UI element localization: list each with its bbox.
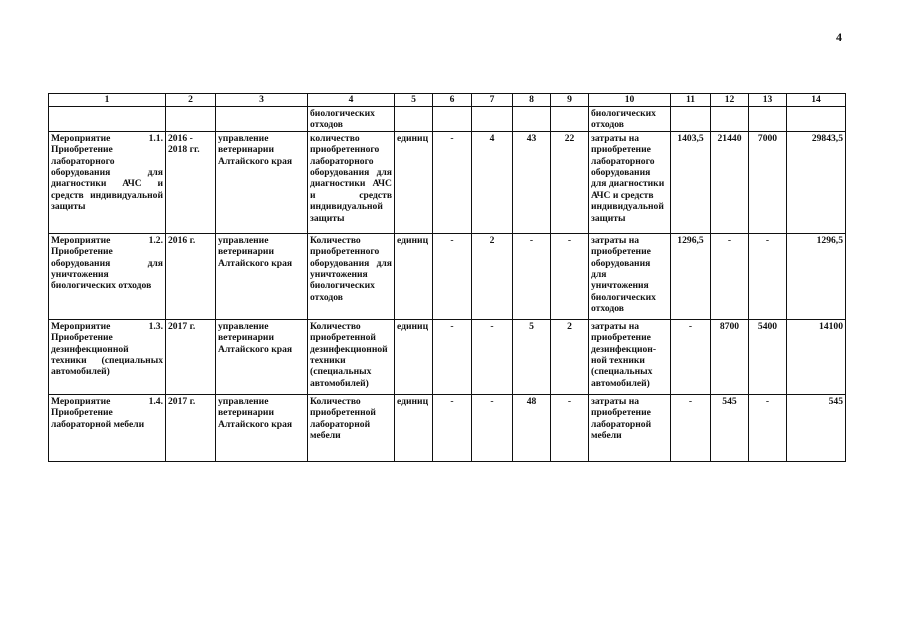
column-number-8: 8 — [513, 94, 551, 107]
table-cell — [472, 319, 513, 394]
table-cell — [308, 233, 395, 319]
table-cell — [787, 233, 846, 319]
table-cell — [551, 131, 589, 233]
continuation-cell — [589, 107, 671, 132]
column-number-13: 13 — [749, 94, 787, 107]
continuation-cell — [433, 107, 472, 132]
table-cell — [671, 319, 711, 394]
table-cell — [513, 131, 551, 233]
cell-text: 5 — [529, 320, 534, 332]
table-cell — [513, 233, 551, 319]
cell-text: - — [450, 234, 454, 246]
cell-text: Мероприятие 1.3. Приобретение дезинфекционной техники (специальных автомобилей) — [51, 320, 163, 378]
cell-text: биологических отходов — [310, 108, 375, 131]
table-cell — [49, 131, 166, 233]
cell-text: - — [688, 320, 693, 332]
table-cell — [711, 319, 749, 394]
table-cell — [749, 131, 787, 233]
table-cell — [749, 394, 787, 461]
table-cell — [671, 233, 711, 319]
table-cell — [433, 233, 472, 319]
cell-text: 1403,5 — [677, 132, 704, 144]
cell-text: 5400 — [757, 320, 778, 332]
table-row — [49, 319, 846, 394]
table-cell — [433, 131, 472, 233]
cell-text: биологических отходов — [591, 108, 656, 131]
cell-text: - — [567, 395, 572, 407]
cell-text: Мероприятие 1.4. Приобретение лабораторной мебели — [51, 395, 163, 430]
cell-text: - — [450, 320, 454, 332]
continuation-cell — [216, 107, 308, 132]
table-row — [49, 233, 846, 319]
table-cell — [395, 319, 433, 394]
cell-text: 21440 — [717, 132, 742, 144]
table-cell — [216, 319, 308, 394]
continuation-cell — [513, 107, 551, 132]
continuation-cell — [395, 107, 433, 132]
cell-text: 7000 — [757, 132, 778, 144]
column-number-14: 14 — [787, 94, 846, 107]
table-cell — [551, 319, 589, 394]
table-cell — [216, 394, 308, 461]
cell-text: единиц — [397, 234, 429, 246]
table-cell — [749, 319, 787, 394]
continuation-cell — [711, 107, 749, 132]
cell-text: управление ветеринарии Алтайского края — [218, 320, 293, 355]
table-continuation-row — [49, 107, 846, 132]
table-cell — [551, 394, 589, 461]
table-cell — [513, 319, 551, 394]
cell-text: 48 — [526, 395, 537, 407]
table-cell — [308, 394, 395, 461]
column-number-1: 1 — [49, 94, 166, 107]
cell-text: затраты на приобретение лабораторной мебели — [591, 395, 652, 442]
column-number-6: 6 — [433, 94, 472, 107]
table-cell — [749, 233, 787, 319]
cell-text: Количество приобретенной лабораторной мебели — [310, 395, 376, 442]
cell-text: затраты на приобретение лабораторного оборудования для диагностики АЧС и средств индивидуальной защиты — [591, 132, 665, 224]
table-row — [49, 394, 846, 461]
table-cell — [589, 319, 671, 394]
cell-text: 2 — [567, 320, 572, 332]
table-cell — [671, 394, 711, 461]
table-cell — [787, 319, 846, 394]
cell-text: 2016 - 2018 гг. — [168, 132, 200, 156]
cell-text: 4 — [489, 132, 495, 144]
column-number-9: 9 — [551, 94, 589, 107]
cell-text: 545 — [828, 395, 843, 407]
column-number-12: 12 — [711, 94, 749, 107]
cell-text: - — [688, 395, 693, 407]
column-number-11: 11 — [671, 94, 711, 107]
table-cell — [472, 131, 513, 233]
cell-text: Мероприятие 1.1. Приобретение лабораторного оборудования для диагностики АЧС и средств индивидуальной защиты — [51, 132, 163, 213]
table-cell — [433, 319, 472, 394]
table-cell — [395, 233, 433, 319]
table-cell — [472, 394, 513, 461]
cell-text: - — [490, 395, 494, 407]
table-cell — [395, 131, 433, 233]
cell-text: управление ветеринарии Алтайского края — [218, 132, 293, 167]
cell-text: - — [765, 395, 770, 407]
cell-text: количество приобретенного лабораторного оборудования для диагностики АЧС и средств индивидуальной защиты — [310, 132, 392, 224]
table-cell — [787, 394, 846, 461]
cell-text: Количество приобретенного оборудования для уничтожения биологических отходов — [310, 234, 392, 303]
continuation-cell — [49, 107, 166, 132]
column-number-2: 2 — [166, 94, 216, 107]
cell-text: 2 — [489, 234, 495, 246]
cell-text: управление ветеринарии Алтайского края — [218, 395, 293, 430]
table-header-row — [49, 94, 846, 107]
table-cell — [589, 394, 671, 461]
cell-text: - — [567, 234, 572, 246]
continuation-cell — [472, 107, 513, 132]
cell-text: затраты на приобретение оборудования для уничтожения биологических отходов — [591, 234, 656, 315]
table-cell — [216, 233, 308, 319]
cell-text: 1296,5 — [677, 234, 704, 246]
table-cell — [513, 394, 551, 461]
column-number-5: 5 — [395, 94, 433, 107]
continuation-cell — [671, 107, 711, 132]
table-cell — [216, 131, 308, 233]
cell-text: 2017 г. — [168, 320, 196, 332]
table-cell — [395, 394, 433, 461]
cell-text: Количество приобретенной дезинфекционной техники (специальных автомобилей) — [310, 320, 388, 389]
continuation-cell — [308, 107, 395, 132]
continuation-cell — [749, 107, 787, 132]
table-cell — [166, 131, 216, 233]
table-cell — [49, 233, 166, 319]
continuation-cell — [551, 107, 589, 132]
table-cell — [671, 131, 711, 233]
cell-text: единиц — [397, 132, 429, 144]
table-cell — [711, 394, 749, 461]
table-cell — [787, 131, 846, 233]
cell-text: единиц — [397, 395, 429, 407]
table-cell — [308, 131, 395, 233]
table-cell — [551, 233, 589, 319]
cell-text: - — [490, 320, 494, 332]
table-cell — [589, 233, 671, 319]
cell-text: единиц — [397, 320, 429, 332]
page-number: 4 — [836, 30, 842, 44]
table-cell — [472, 233, 513, 319]
cell-text: - — [450, 132, 454, 144]
cell-text: 29843,5 — [811, 132, 843, 144]
cell-text: 1296,5 — [816, 234, 843, 246]
continuation-cell — [166, 107, 216, 132]
table-cell — [166, 394, 216, 461]
table-cell — [711, 233, 749, 319]
cell-text: Мероприятие 1.2. Приобретение оборудования для уничтожения биологических отходов — [51, 234, 163, 292]
cell-text: - — [529, 234, 534, 246]
continuation-cell — [787, 107, 846, 132]
table-cell — [433, 394, 472, 461]
cell-text: 43 — [526, 132, 537, 144]
cell-text: 2016 г. — [168, 234, 196, 246]
cell-text: 2017 г. — [168, 395, 196, 407]
table-cell — [589, 131, 671, 233]
table-cell — [711, 131, 749, 233]
table-cell — [49, 319, 166, 394]
table-cell — [166, 233, 216, 319]
column-number-3: 3 — [216, 94, 308, 107]
cell-text: 22 — [564, 132, 575, 144]
cell-text: - — [450, 395, 454, 407]
cell-text: управление ветеринарии Алтайского края — [218, 234, 293, 269]
measures-table — [48, 93, 846, 462]
table-cell — [308, 319, 395, 394]
cell-text: 545 — [722, 395, 737, 407]
table-cell — [49, 394, 166, 461]
column-number-4: 4 — [308, 94, 395, 107]
cell-text: 14100 — [819, 320, 843, 332]
column-number-10: 10 — [589, 94, 671, 107]
cell-text: - — [727, 234, 732, 246]
column-number-7: 7 — [472, 94, 513, 107]
cell-text: затраты на приобретение дезинфекцион- ной техники (специальных автомобилей) — [591, 320, 657, 389]
cell-text: 8700 — [719, 320, 740, 332]
table-cell — [166, 319, 216, 394]
table-row — [49, 131, 846, 233]
cell-text: - — [765, 234, 770, 246]
